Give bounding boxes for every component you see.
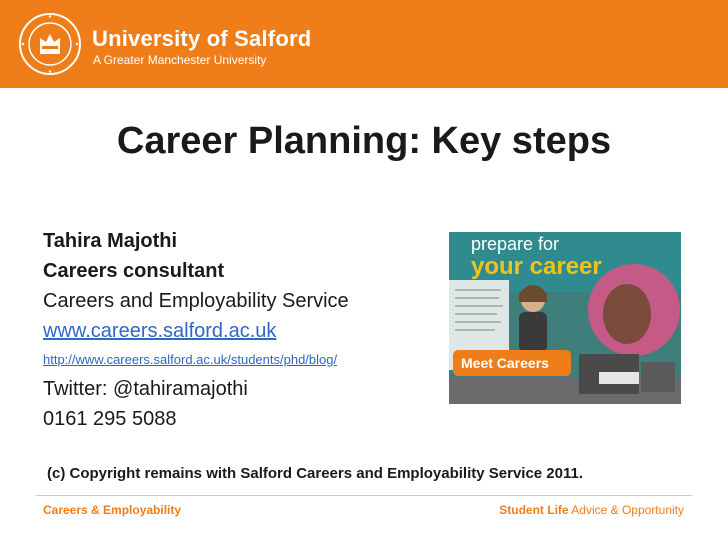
footer-advice-text: Advice & Opportunity	[568, 503, 684, 517]
presenter-name: Tahira Majothi	[43, 230, 178, 252]
footer-student-life-bold: Student Life	[499, 503, 569, 517]
meet-careers-sign: Meet Careers	[461, 355, 549, 371]
presenter-role: Careers consultant	[43, 260, 225, 282]
copyright-notice: (c) Copyright remains with Salford Careers and Employability Service 2011.	[47, 465, 584, 482]
banner-text-your-career: your career	[471, 253, 602, 280]
careers-event-photo	[449, 232, 681, 404]
blog-link[interactable]: http://www.careers.salford.ac.uk/students/phd/blog/	[43, 352, 338, 367]
university-tagline: A Greater Manchester University	[93, 53, 267, 67]
footer-student-life	[499, 503, 684, 517]
banner-text-prepare: prepare for	[471, 234, 560, 254]
website-link[interactable]: www.careers.salford.ac.uk	[43, 320, 277, 342]
university-header-bar	[0, 0, 728, 88]
phone-number: 0161 295 5088	[43, 408, 177, 430]
contact-details	[43, 226, 349, 434]
university-crest-logo	[18, 12, 82, 76]
footer-divider	[36, 495, 692, 496]
department-name: Careers and Employability Service	[43, 290, 349, 312]
university-name: University of Salford	[92, 26, 312, 51]
slide-title: Career Planning: Key steps	[116, 120, 612, 162]
footer-careers-label: Careers & Employability	[43, 503, 182, 517]
twitter-handle: Twitter: @tahiramajothi	[43, 378, 248, 400]
